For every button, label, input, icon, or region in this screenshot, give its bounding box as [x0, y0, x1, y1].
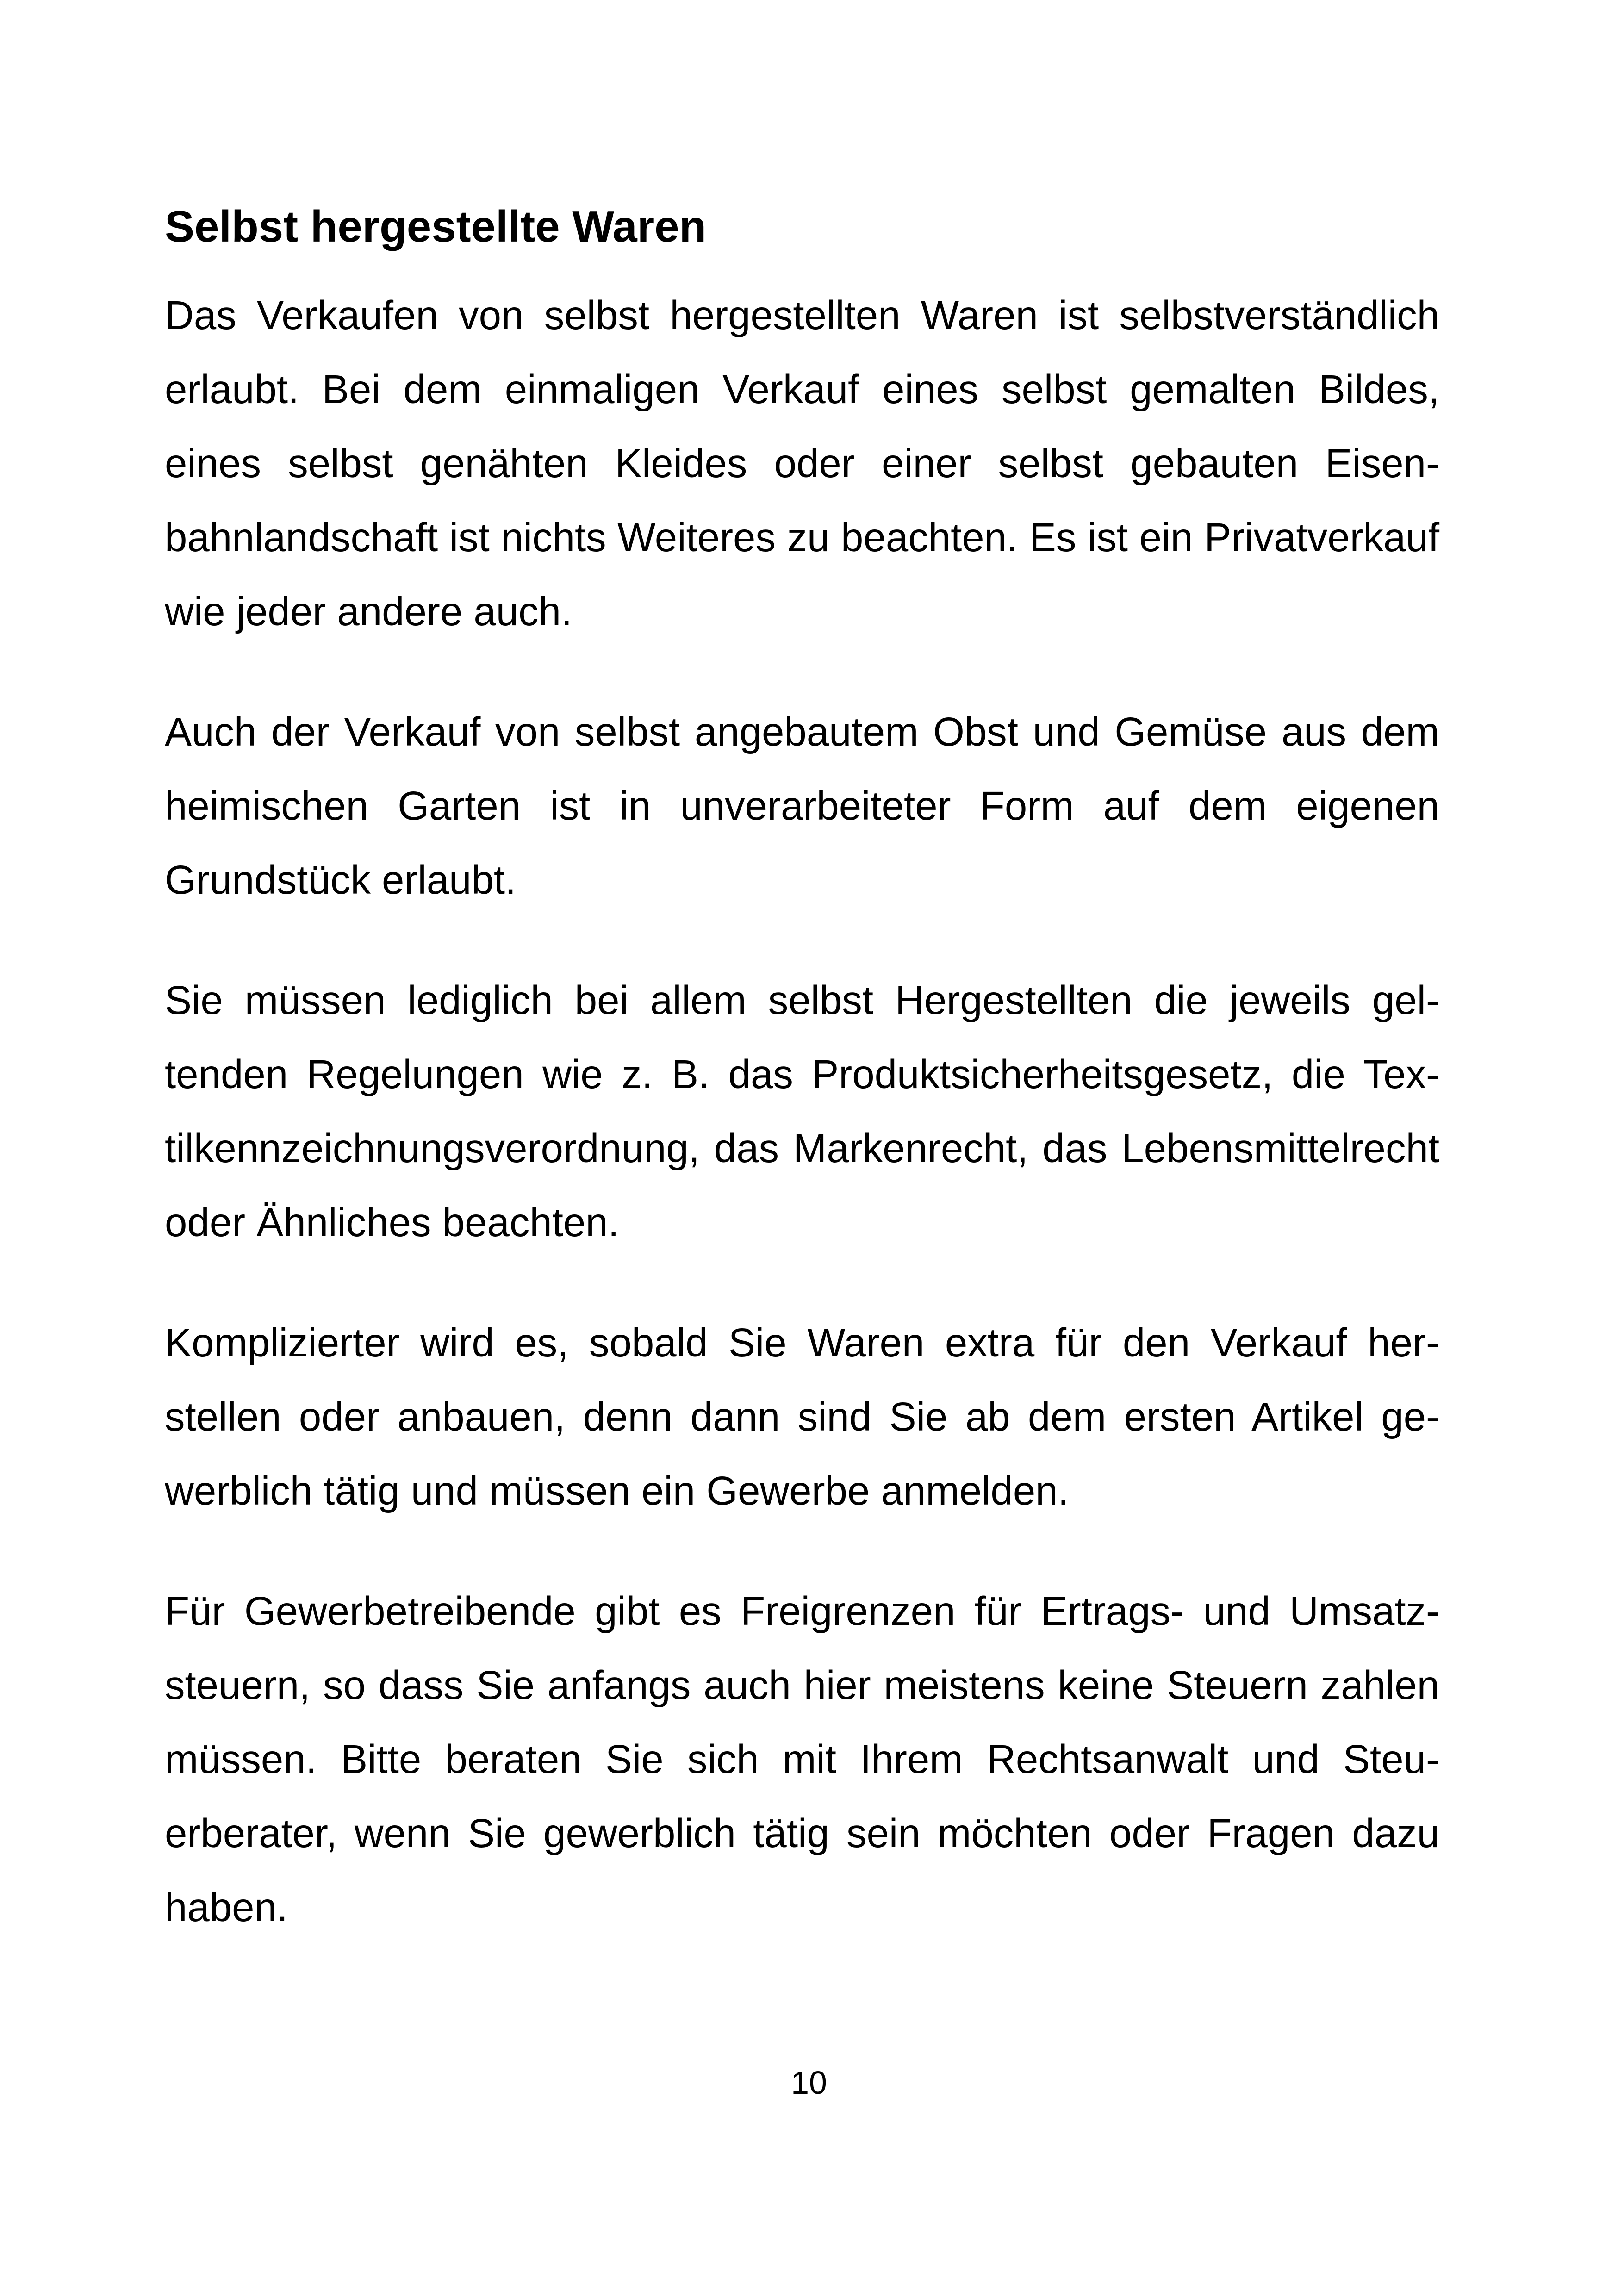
paragraph-3: Sie müssen lediglich bei allem selbst Hergestellten die jeweils geltenden Regelungen wie z. B. das Produktsicherheitsgesetz, die Textilkennzeichnungsverordnung, das Markenrecht, das Lebensmittelrecht oder Ähnliches beachten. [165, 978, 1439, 1245]
section-heading: Selbst hergestellte Waren [165, 202, 707, 251]
paragraph-4: Komplizierter wird es, sobald Sie Waren extra für den Verkauf herstellen oder anbauen, denn dann sind Sie ab dem ersten Artikel gewerblich tätig und müssen ein Gewerbe anmelden. [165, 1320, 1439, 1513]
paragraph-1: Das Verkaufen von selbst hergestellten Waren ist selbstverständlich erlaubt. Bei dem einmaligen Verkauf eines selbst gemalten Bildes, eines selbst genähten Kleides oder einer selbst gebauten Eisenbahnlandschaft ist nichts Weiteres zu beachten. Es ist ein Privatverkauf wie jeder andere auch. [165, 293, 1439, 634]
page-number: 10 [791, 2065, 827, 2101]
page-content [165, 199, 1439, 1945]
paragraph-5: Für Gewerbetreibende gibt es Freigrenzen für Ertrags- und Umsatzsteuern, so dass Sie anfangs auch hier meistens keine Steuern zahlen müssen. Bitte beraten Sie sich mit Ihrem Rechtsanwalt und Steuerberater, wenn Sie gewerblich tätig sein möchten oder Fragen dazu haben. [165, 1589, 1439, 1930]
paragraph-2: Auch der Verkauf von selbst angebautem Obst und Gemüse aus dem heimischen Garten ist in unverarbeiteter Form auf dem eigenen Grundstück erlaubt. [165, 709, 1439, 902]
